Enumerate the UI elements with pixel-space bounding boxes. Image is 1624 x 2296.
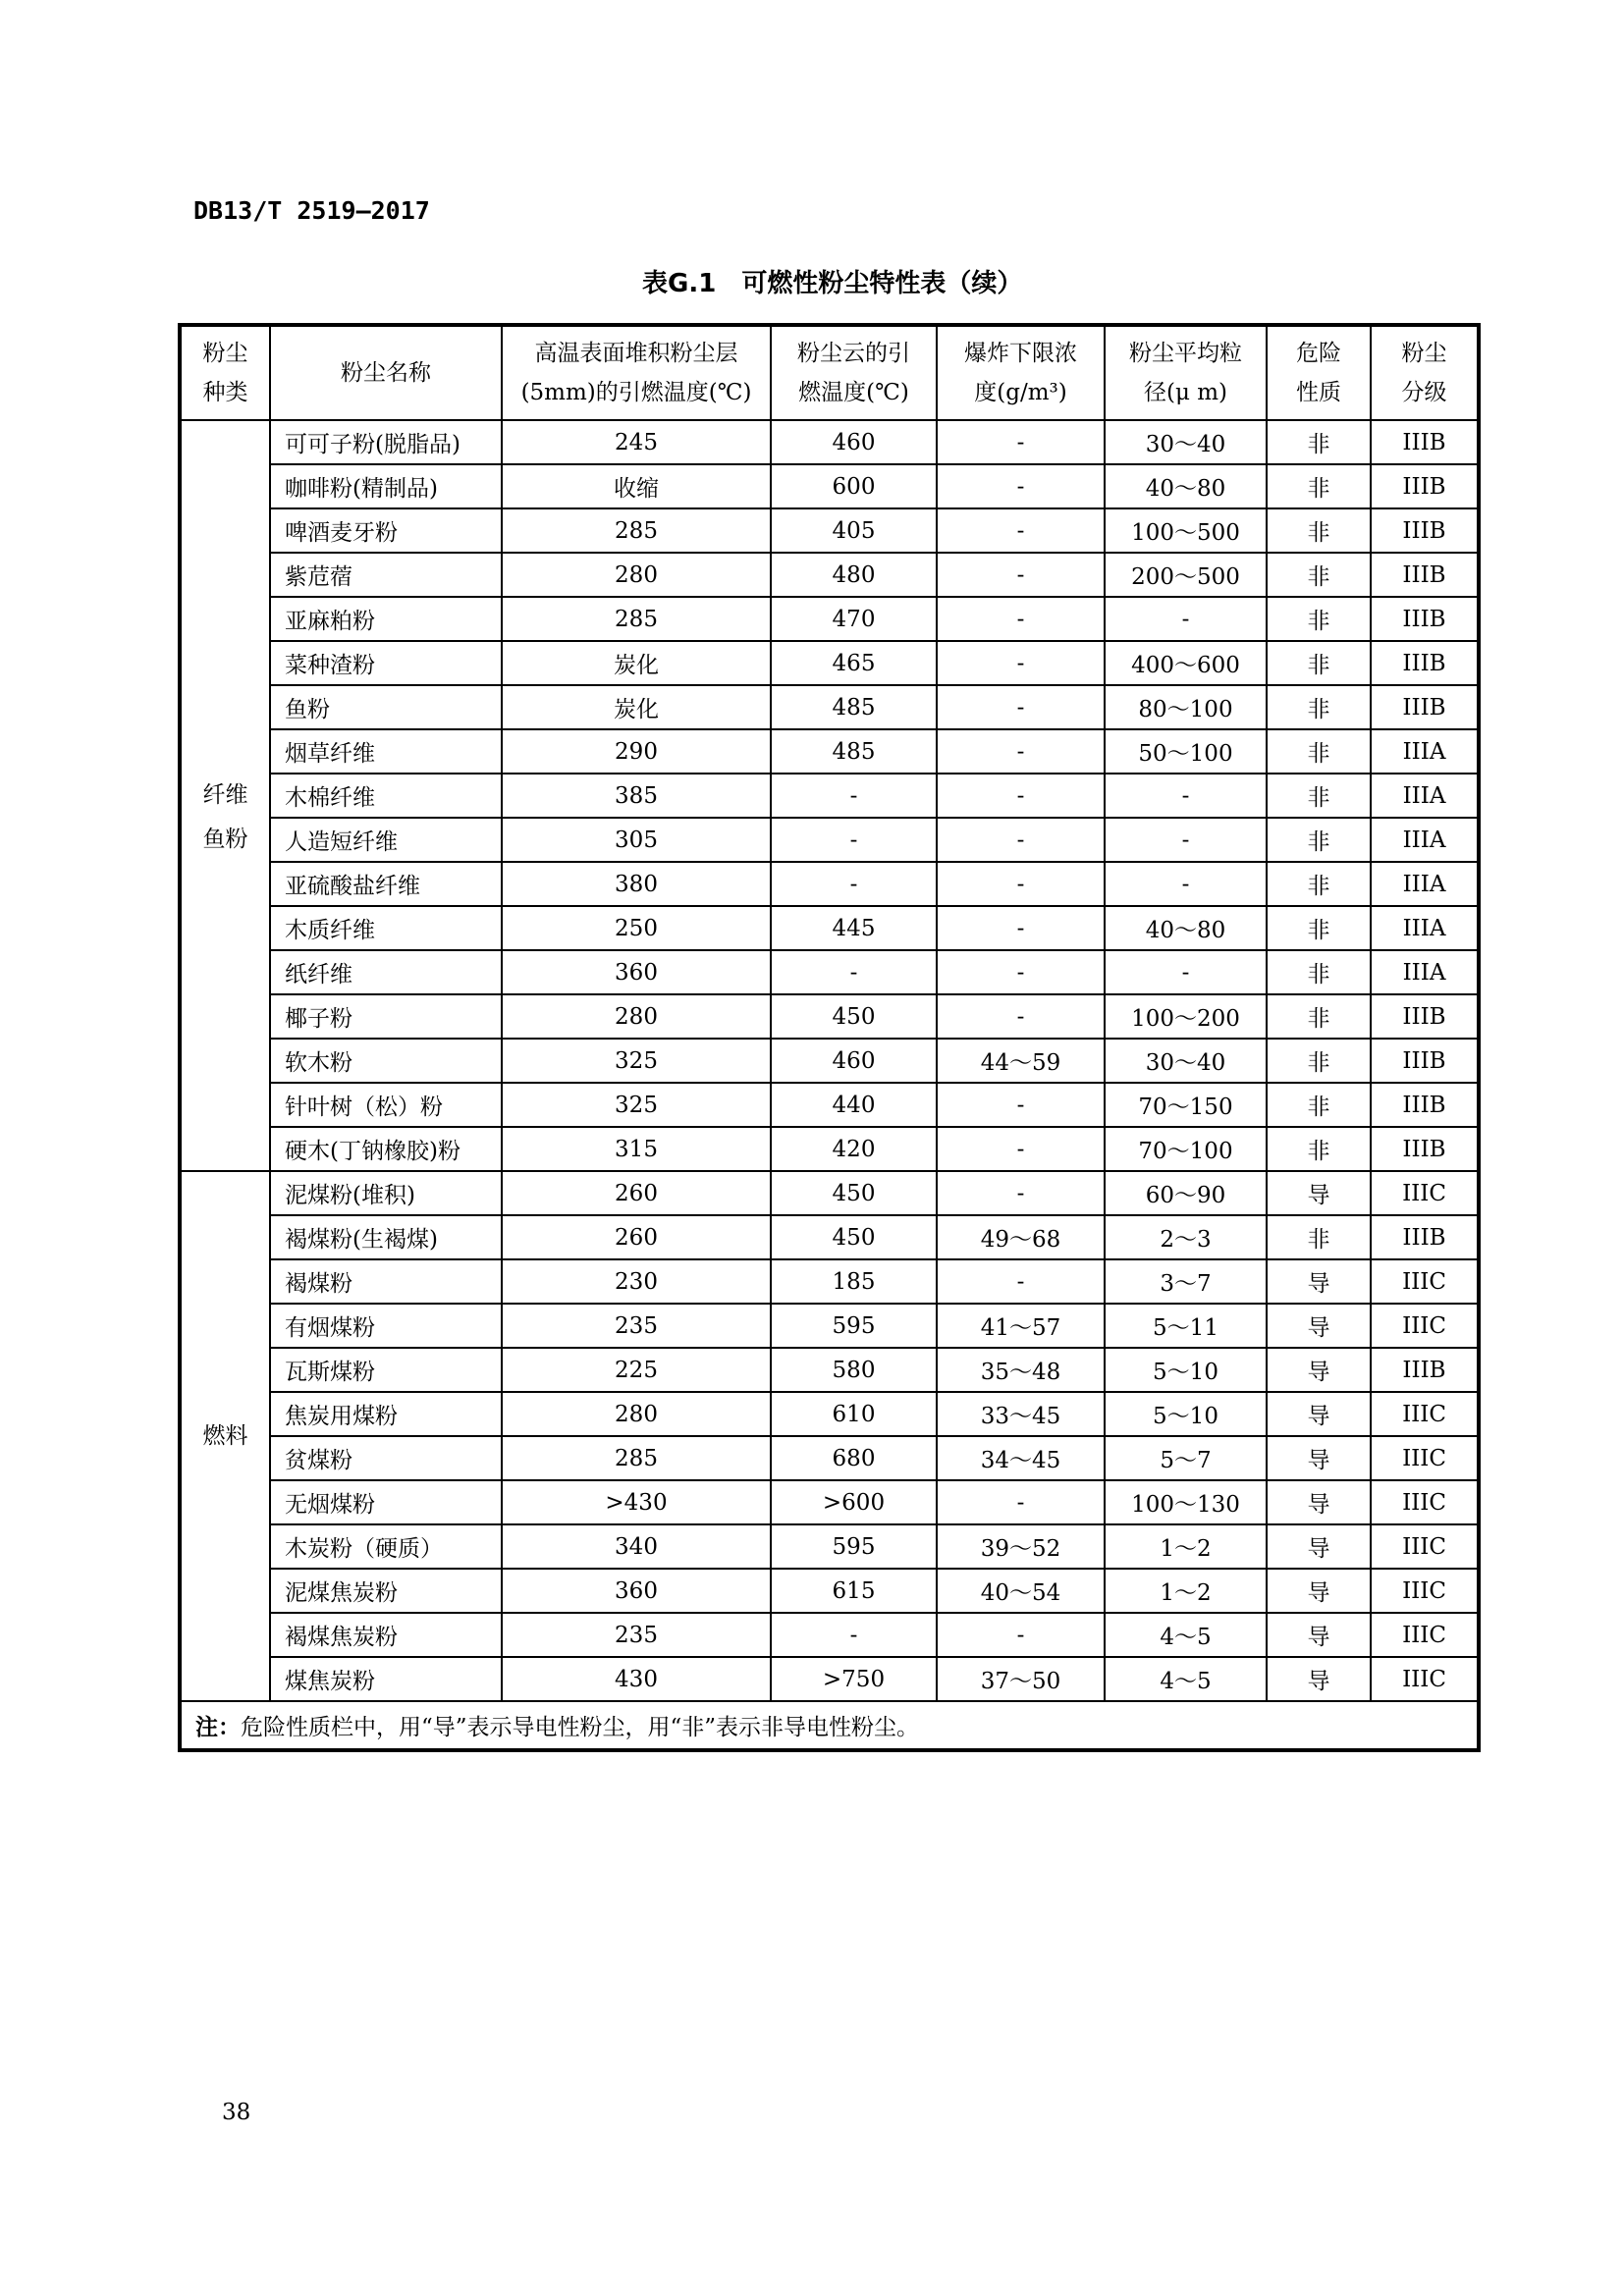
hazard-property-cell: 导 <box>1267 1348 1371 1392</box>
layer-ignition-temp-cell: 280 <box>502 553 771 597</box>
dust-name-cell: 菜种渣粉 <box>270 641 502 685</box>
dust-class-cell: IIIB <box>1371 1215 1479 1259</box>
layer-ignition-temp-cell: 360 <box>502 950 771 994</box>
cloud-ignition-temp-cell: 440 <box>771 1083 937 1127</box>
hazard-property-cell: 非 <box>1267 862 1371 906</box>
layer-ignition-temp-cell: 340 <box>502 1524 771 1569</box>
hazard-property-cell: 非 <box>1267 553 1371 597</box>
hazard-property-cell: 非 <box>1267 774 1371 818</box>
hazard-property-cell: 非 <box>1267 508 1371 553</box>
dust-class-cell: IIIA <box>1371 774 1479 818</box>
table-row <box>180 1524 1479 1569</box>
particle-size-cell: 5～7 <box>1105 1436 1267 1480</box>
particle-size-cell: 5～10 <box>1105 1348 1267 1392</box>
cloud-ignition-temp-cell: 460 <box>771 420 937 464</box>
table-row <box>180 1304 1479 1348</box>
explosion-lower-limit-cell: 34～45 <box>937 1436 1105 1480</box>
hazard-property-cell: 导 <box>1267 1613 1371 1657</box>
layer-ignition-temp-cell: 430 <box>502 1657 771 1701</box>
table-header-row <box>180 325 1479 420</box>
layer-ignition-temp-cell: 385 <box>502 774 771 818</box>
hazard-property-cell: 导 <box>1267 1524 1371 1569</box>
particle-size-cell: 4～5 <box>1105 1613 1267 1657</box>
dust-name-cell: 椰子粉 <box>270 994 502 1039</box>
cloud-ignition-temp-cell: 450 <box>771 1171 937 1215</box>
layer-ignition-temp-cell: 280 <box>502 994 771 1039</box>
layer-ignition-temp-cell: 305 <box>502 818 771 862</box>
dust-class-cell: IIIB <box>1371 641 1479 685</box>
particle-size-cell: 1～2 <box>1105 1569 1267 1613</box>
cloud-ignition-temp-cell: 460 <box>771 1039 937 1083</box>
hazard-property-cell: 非 <box>1267 906 1371 950</box>
dust-class-cell: IIIB <box>1371 1039 1479 1083</box>
dust-name-cell: 贫煤粉 <box>270 1436 502 1480</box>
layer-ignition-temp-cell: 325 <box>502 1083 771 1127</box>
particle-size-cell: - <box>1105 862 1267 906</box>
dust-name-cell: 无烟煤粉 <box>270 1480 502 1524</box>
layer-ignition-temp-cell: 225 <box>502 1348 771 1392</box>
particle-size-cell: 100～500 <box>1105 508 1267 553</box>
dust-class-cell: IIIB <box>1371 508 1479 553</box>
explosion-lower-limit-cell: - <box>937 950 1105 994</box>
layer-ignition-temp-cell: 230 <box>502 1259 771 1304</box>
explosion-lower-limit-cell: - <box>937 906 1105 950</box>
cloud-ignition-temp-cell: 485 <box>771 685 937 729</box>
table-note <box>180 1701 1479 1750</box>
cloud-ignition-temp-cell: - <box>771 818 937 862</box>
layer-ignition-temp-cell: 325 <box>502 1039 771 1083</box>
cloud-ignition-temp-cell: >600 <box>771 1480 937 1524</box>
note-text: 危险性质栏中，用“导”表示导电性粉尘，用“非”表示非导电性粉尘。 <box>241 1715 920 1740</box>
table-row <box>180 1083 1479 1127</box>
particle-size-cell: 1～2 <box>1105 1524 1267 1569</box>
explosion-lower-limit-cell: 35～48 <box>937 1348 1105 1392</box>
hazard-property-cell: 导 <box>1267 1436 1371 1480</box>
layer-ignition-temp-cell: 280 <box>502 1392 771 1436</box>
layer-ignition-temp-cell: >430 <box>502 1480 771 1524</box>
table-row <box>180 1039 1479 1083</box>
table-row <box>180 420 1479 464</box>
dust-class-cell: IIIC <box>1371 1524 1479 1569</box>
dust-name-cell: 啤酒麦牙粉 <box>270 508 502 553</box>
dust-class-cell: IIIB <box>1371 1348 1479 1392</box>
hazard-property-cell: 导 <box>1267 1171 1371 1215</box>
explosion-lower-limit-cell: - <box>937 597 1105 641</box>
hazard-property-cell: 导 <box>1267 1480 1371 1524</box>
cloud-ignition-temp-cell: 480 <box>771 553 937 597</box>
table-row <box>180 464 1479 508</box>
hazard-property-cell: 非 <box>1267 641 1371 685</box>
dust-name-cell: 焦炭用煤粉 <box>270 1392 502 1436</box>
layer-ignition-temp-cell: 炭化 <box>502 641 771 685</box>
header-hazard-property: 危险 性质 <box>1267 325 1371 420</box>
explosion-lower-limit-cell: - <box>937 862 1105 906</box>
explosion-lower-limit-cell: 37～50 <box>937 1657 1105 1701</box>
particle-size-cell: 5～10 <box>1105 1392 1267 1436</box>
dust-class-cell: IIIB <box>1371 553 1479 597</box>
layer-ignition-temp-cell: 235 <box>502 1304 771 1348</box>
hazard-property-cell: 导 <box>1267 1392 1371 1436</box>
header-explosion-lower-limit: 爆炸下限浓 度(g/m³) <box>937 325 1105 420</box>
header-layer-ignition-temp: 高温表面堆积粉尘层 (5mm)的引燃温度(℃) <box>502 325 771 420</box>
cloud-ignition-temp-cell: 405 <box>771 508 937 553</box>
explosion-lower-limit-cell: - <box>937 774 1105 818</box>
table-row <box>180 597 1479 641</box>
table-row <box>180 994 1479 1039</box>
cloud-ignition-temp-cell: 465 <box>771 641 937 685</box>
dust-class-cell: IIIB <box>1371 464 1479 508</box>
particle-size-cell: 400～600 <box>1105 641 1267 685</box>
cloud-ignition-temp-cell: >750 <box>771 1657 937 1701</box>
dust-name-cell: 可可子粉(脱脂品) <box>270 420 502 464</box>
table-row <box>180 1259 1479 1304</box>
explosion-lower-limit-cell: - <box>937 553 1105 597</box>
dust-name-cell: 泥煤粉(堆积) <box>270 1171 502 1215</box>
dust-class-cell: IIIC <box>1371 1392 1479 1436</box>
dust-name-cell: 木棉纤维 <box>270 774 502 818</box>
particle-size-cell: 5～11 <box>1105 1304 1267 1348</box>
dust-name-cell: 咖啡粉(精制品) <box>270 464 502 508</box>
particle-size-cell: 3～7 <box>1105 1259 1267 1304</box>
hazard-property-cell: 非 <box>1267 1039 1371 1083</box>
explosion-lower-limit-cell: - <box>937 1259 1105 1304</box>
table-row <box>180 1127 1479 1171</box>
dust-name-cell: 泥煤焦炭粉 <box>270 1569 502 1613</box>
hazard-property-cell: 非 <box>1267 1127 1371 1171</box>
table-row <box>180 1171 1479 1215</box>
cloud-ignition-temp-cell: 615 <box>771 1569 937 1613</box>
hazard-property-cell: 非 <box>1267 685 1371 729</box>
particle-size-cell: 30～40 <box>1105 420 1267 464</box>
dust-name-cell: 瓦斯煤粉 <box>270 1348 502 1392</box>
table-row <box>180 685 1479 729</box>
dust-class-cell: IIIC <box>1371 1657 1479 1701</box>
table-row <box>180 1348 1479 1392</box>
layer-ignition-temp-cell: 290 <box>502 729 771 774</box>
dust-class-cell: IIIC <box>1371 1436 1479 1480</box>
particle-size-cell: - <box>1105 774 1267 818</box>
header-dust-name: 粉尘名称 <box>270 325 502 420</box>
hazard-property-cell: 导 <box>1267 1569 1371 1613</box>
dust-category-cell: 燃料 <box>180 1171 270 1701</box>
hazard-property-cell: 非 <box>1267 950 1371 994</box>
explosion-lower-limit-cell: - <box>937 1171 1105 1215</box>
cloud-ignition-temp-cell: 595 <box>771 1304 937 1348</box>
explosion-lower-limit-cell: - <box>937 1613 1105 1657</box>
dust-name-cell: 纸纤维 <box>270 950 502 994</box>
explosion-lower-limit-cell: 40～54 <box>937 1569 1105 1613</box>
explosion-lower-limit-cell: 44～59 <box>937 1039 1105 1083</box>
dust-class-cell: IIIC <box>1371 1480 1479 1524</box>
cloud-ignition-temp-cell: 470 <box>771 597 937 641</box>
dust-class-cell: IIIC <box>1371 1569 1479 1613</box>
cloud-ignition-temp-cell: - <box>771 774 937 818</box>
particle-size-cell: 200～500 <box>1105 553 1267 597</box>
dust-class-cell: IIIB <box>1371 1127 1479 1171</box>
explosion-lower-limit-cell: 39～52 <box>937 1524 1105 1569</box>
layer-ignition-temp-cell: 285 <box>502 1436 771 1480</box>
particle-size-cell: - <box>1105 818 1267 862</box>
dust-name-cell: 煤焦炭粉 <box>270 1657 502 1701</box>
dust-properties-table <box>178 323 1481 1752</box>
dust-class-cell: IIIB <box>1371 1083 1479 1127</box>
cloud-ignition-temp-cell: 445 <box>771 906 937 950</box>
explosion-lower-limit-cell: 33～45 <box>937 1392 1105 1436</box>
explosion-lower-limit-cell: - <box>937 729 1105 774</box>
dust-class-cell: IIIA <box>1371 906 1479 950</box>
dust-name-cell: 褐煤粉 <box>270 1259 502 1304</box>
note-row <box>180 1701 1479 1750</box>
cloud-ignition-temp-cell: 485 <box>771 729 937 774</box>
particle-size-cell: 2～3 <box>1105 1215 1267 1259</box>
explosion-lower-limit-cell: - <box>937 1480 1105 1524</box>
dust-class-cell: IIIA <box>1371 950 1479 994</box>
dust-name-cell: 硬木(丁钠橡胶)粉 <box>270 1127 502 1171</box>
particle-size-cell: 70～150 <box>1105 1083 1267 1127</box>
dust-class-cell: IIIB <box>1371 420 1479 464</box>
hazard-property-cell: 非 <box>1267 420 1371 464</box>
dust-class-cell: IIIC <box>1371 1259 1479 1304</box>
table-row <box>180 1480 1479 1524</box>
table-row <box>180 906 1479 950</box>
hazard-property-cell: 导 <box>1267 1657 1371 1701</box>
particle-size-cell: 40～80 <box>1105 464 1267 508</box>
particle-size-cell: 100～200 <box>1105 994 1267 1039</box>
table-row <box>180 508 1479 553</box>
cloud-ignition-temp-cell: 610 <box>771 1392 937 1436</box>
layer-ignition-temp-cell: 285 <box>502 508 771 553</box>
table-row <box>180 862 1479 906</box>
table-row <box>180 641 1479 685</box>
dust-class-cell: IIIB <box>1371 685 1479 729</box>
hazard-property-cell: 非 <box>1267 1215 1371 1259</box>
particle-size-cell: 30～40 <box>1105 1039 1267 1083</box>
dust-name-cell: 烟草纤维 <box>270 729 502 774</box>
hazard-property-cell: 非 <box>1267 729 1371 774</box>
dust-name-cell: 针叶树（松）粉 <box>270 1083 502 1127</box>
explosion-lower-limit-cell: - <box>937 641 1105 685</box>
header-cloud-ignition-temp: 粉尘云的引 燃温度(℃) <box>771 325 937 420</box>
layer-ignition-temp-cell: 收缩 <box>502 464 771 508</box>
explosion-lower-limit-cell: 49～68 <box>937 1215 1105 1259</box>
particle-size-cell: 80～100 <box>1105 685 1267 729</box>
note-label: 注： <box>195 1714 241 1740</box>
cloud-ignition-temp-cell: - <box>771 862 937 906</box>
layer-ignition-temp-cell: 260 <box>502 1171 771 1215</box>
page-number: 38 <box>222 2100 251 2125</box>
layer-ignition-temp-cell: 250 <box>502 906 771 950</box>
dust-name-cell: 鱼粉 <box>270 685 502 729</box>
explosion-lower-limit-cell: - <box>937 818 1105 862</box>
cloud-ignition-temp-cell: 580 <box>771 1348 937 1392</box>
table-row <box>180 1436 1479 1480</box>
explosion-lower-limit-cell: - <box>937 994 1105 1039</box>
hazard-property-cell: 非 <box>1267 464 1371 508</box>
layer-ignition-temp-cell: 380 <box>502 862 771 906</box>
hazard-property-cell: 导 <box>1267 1304 1371 1348</box>
explosion-lower-limit-cell: - <box>937 508 1105 553</box>
layer-ignition-temp-cell: 315 <box>502 1127 771 1171</box>
table-row <box>180 729 1479 774</box>
explosion-lower-limit-cell: 41～57 <box>937 1304 1105 1348</box>
dust-class-cell: IIIC <box>1371 1613 1479 1657</box>
dust-category-cell: 纤维 鱼粉 <box>180 420 270 1171</box>
particle-size-cell: 100～130 <box>1105 1480 1267 1524</box>
dust-name-cell: 木质纤维 <box>270 906 502 950</box>
dust-class-cell: IIIA <box>1371 818 1479 862</box>
hazard-property-cell: 非 <box>1267 1083 1371 1127</box>
cloud-ignition-temp-cell: 600 <box>771 464 937 508</box>
dust-name-cell: 有烟煤粉 <box>270 1304 502 1348</box>
dust-name-cell: 木炭粉（硬质） <box>270 1524 502 1569</box>
layer-ignition-temp-cell: 285 <box>502 597 771 641</box>
cloud-ignition-temp-cell: 450 <box>771 994 937 1039</box>
dust-class-cell: IIIA <box>1371 729 1479 774</box>
dust-class-cell: IIIB <box>1371 597 1479 641</box>
table-row <box>180 950 1479 994</box>
cloud-ignition-temp-cell: 450 <box>771 1215 937 1259</box>
layer-ignition-temp-cell: 360 <box>502 1569 771 1613</box>
table-row <box>180 1392 1479 1436</box>
cloud-ignition-temp-cell: - <box>771 1613 937 1657</box>
dust-name-cell: 亚硫酸盐纤维 <box>270 862 502 906</box>
dust-name-cell: 软木粉 <box>270 1039 502 1083</box>
layer-ignition-temp-cell: 235 <box>502 1613 771 1657</box>
header-dust-class: 粉尘 分级 <box>1371 325 1479 420</box>
hazard-property-cell: 非 <box>1267 597 1371 641</box>
cloud-ignition-temp-cell: 420 <box>771 1127 937 1171</box>
explosion-lower-limit-cell: - <box>937 1083 1105 1127</box>
table-title-text: 可燃性粉尘特性表（续） <box>741 269 1023 298</box>
dust-class-cell: IIIA <box>1371 862 1479 906</box>
dust-name-cell: 人造短纤维 <box>270 818 502 862</box>
table-row <box>180 774 1479 818</box>
cloud-ignition-temp-cell: - <box>771 950 937 994</box>
particle-size-cell: 50～100 <box>1105 729 1267 774</box>
hazard-property-cell: 非 <box>1267 818 1371 862</box>
cloud-ignition-temp-cell: 185 <box>771 1259 937 1304</box>
dust-class-cell: IIIC <box>1371 1304 1479 1348</box>
header-particle-size: 粉尘平均粒 径(μ m) <box>1105 325 1267 420</box>
dust-name-cell: 褐煤焦炭粉 <box>270 1613 502 1657</box>
layer-ignition-temp-cell: 260 <box>502 1215 771 1259</box>
table-row <box>180 1657 1479 1701</box>
table-row <box>180 1569 1479 1613</box>
explosion-lower-limit-cell: - <box>937 464 1105 508</box>
particle-size-cell: 70～100 <box>1105 1127 1267 1171</box>
layer-ignition-temp-cell: 炭化 <box>502 685 771 729</box>
dust-class-cell: IIIB <box>1371 994 1479 1039</box>
explosion-lower-limit-cell: - <box>937 1127 1105 1171</box>
table-title <box>642 263 1022 299</box>
particle-size-cell: - <box>1105 950 1267 994</box>
particle-size-cell: 60～90 <box>1105 1171 1267 1215</box>
table-row <box>180 553 1479 597</box>
hazard-property-cell: 非 <box>1267 994 1371 1039</box>
dust-name-cell: 亚麻粕粉 <box>270 597 502 641</box>
cloud-ignition-temp-cell: 680 <box>771 1436 937 1480</box>
explosion-lower-limit-cell: - <box>937 420 1105 464</box>
explosion-lower-limit-cell: - <box>937 685 1105 729</box>
table-row <box>180 818 1479 862</box>
dust-class-cell: IIIC <box>1371 1171 1479 1215</box>
particle-size-cell: 4～5 <box>1105 1657 1267 1701</box>
particle-size-cell: - <box>1105 597 1267 641</box>
table-title-number: 表G.1 <box>642 269 717 298</box>
particle-size-cell: 40～80 <box>1105 906 1267 950</box>
dust-name-cell: 紫苊蓿 <box>270 553 502 597</box>
document-code: DB13/T 2519—2017 <box>193 196 430 225</box>
layer-ignition-temp-cell: 245 <box>502 420 771 464</box>
header-dust-category: 粉尘 种类 <box>180 325 270 420</box>
table-row <box>180 1215 1479 1259</box>
table-row <box>180 1613 1479 1657</box>
hazard-property-cell: 导 <box>1267 1259 1371 1304</box>
dust-name-cell: 褐煤粉(生褐煤) <box>270 1215 502 1259</box>
cloud-ignition-temp-cell: 595 <box>771 1524 937 1569</box>
